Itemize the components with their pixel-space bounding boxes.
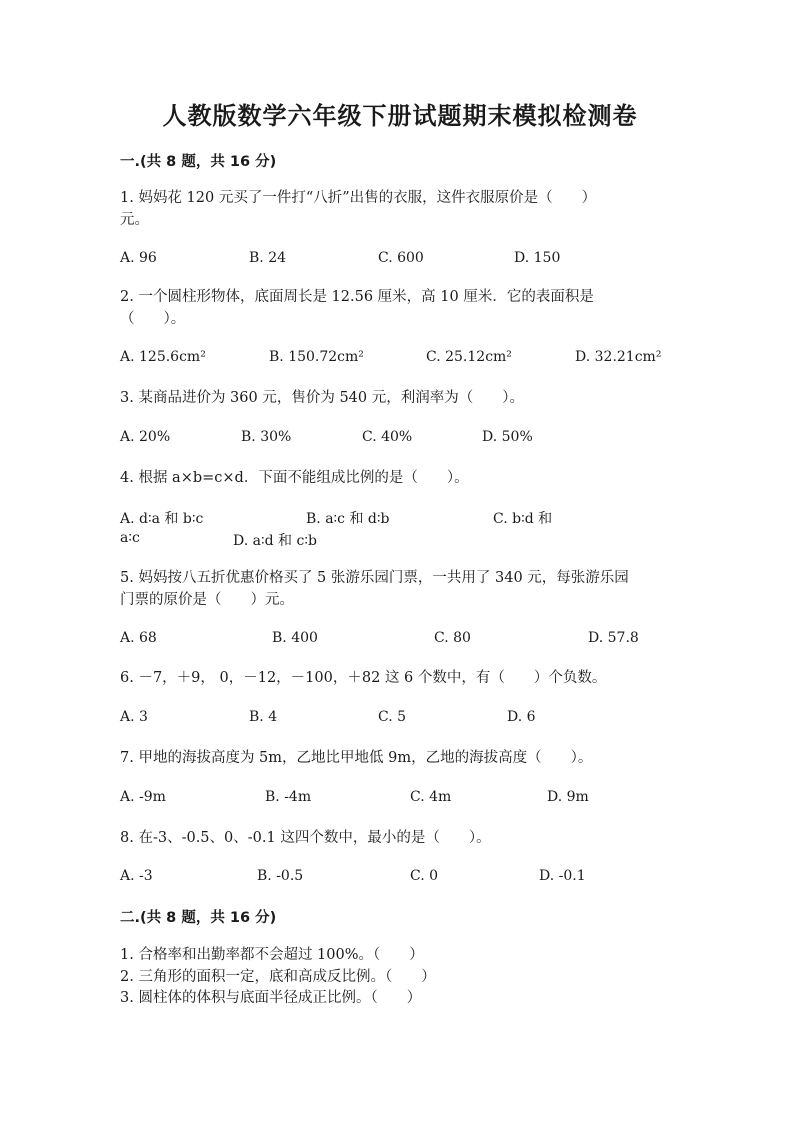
option-b: B. 30% bbox=[241, 429, 292, 445]
option-c: C. 0 bbox=[410, 868, 439, 884]
question-7 bbox=[120, 747, 680, 769]
question-2 bbox=[120, 286, 680, 330]
option-c-continued: a∶c bbox=[120, 530, 140, 546]
option-a: A. 3 bbox=[120, 709, 148, 725]
page-title: 人教版数学六年级下册试题期末模拟检测卷 bbox=[162, 102, 638, 130]
option-b: B. -4m bbox=[265, 789, 312, 805]
option-a: A. 68 bbox=[120, 630, 157, 646]
option-d: D. 150 bbox=[514, 250, 561, 266]
question-6 bbox=[120, 667, 680, 689]
question-3 bbox=[120, 387, 680, 409]
option-d: D. 50% bbox=[482, 429, 533, 445]
question-text: 2. 一个圆柱形物体，底面周长是 12.56 厘米，高 10 厘米．它的表面积是 bbox=[120, 289, 594, 305]
option-a: A. -3 bbox=[120, 868, 153, 884]
true-false-item: 1. 合格率和出勤率都不会超过 100%。（ ） bbox=[120, 947, 424, 963]
option-c: C. 80 bbox=[434, 630, 471, 646]
question-text: 5. 妈妈按八五折优惠价格买了 5 张游乐园门票，一共用了 340 元，每张游乐园 bbox=[120, 570, 629, 586]
option-d: D. a∶d 和 c∶b bbox=[233, 533, 317, 549]
option-b: B. 150.72cm² bbox=[269, 349, 364, 365]
section-1-heading: 一.(共 8 题，共 16 分) bbox=[120, 154, 277, 170]
option-d: D. 9m bbox=[547, 789, 589, 805]
question-text: 6. －7，＋9， 0，－12，－100，＋82 这 6 个数中，有（ ）个负数。 bbox=[120, 670, 607, 686]
question-5 bbox=[120, 567, 680, 611]
question-text: （ ）。 bbox=[120, 311, 186, 327]
question-8 bbox=[120, 827, 680, 849]
option-b: B. a∶c 和 d∶b bbox=[306, 511, 390, 527]
question-text: 3. 某商品进价为 360 元，售价为 540 元，利润率为（ ）。 bbox=[120, 390, 524, 406]
question-text: 7. 甲地的海拔高度为 5m，乙地比甲地低 9m，乙地的海拔高度（ ）。 bbox=[120, 750, 593, 766]
option-a: A. -9m bbox=[120, 789, 166, 805]
question-text: 元。 bbox=[120, 212, 149, 228]
option-c: C. b∶d 和 bbox=[493, 511, 553, 527]
option-a: A. 125.6cm² bbox=[120, 349, 206, 365]
option-b: B. 24 bbox=[249, 250, 287, 266]
section-2-heading: 二.(共 8 题，共 16 分) bbox=[120, 910, 277, 926]
option-a: A. d∶a 和 b∶c bbox=[120, 511, 204, 527]
question-text: 1. 妈妈花 120 元买了一件打“八折”出售的衣服，这件衣服原价是（ ） bbox=[120, 190, 597, 206]
option-c: C. 4m bbox=[410, 789, 452, 805]
option-d: D. 32.21cm² bbox=[575, 349, 662, 365]
option-c: C. 40% bbox=[362, 429, 413, 445]
option-a: A. 20% bbox=[120, 429, 171, 445]
option-d: D. 6 bbox=[507, 709, 536, 725]
question-text: 4. 根据 a×b=c×d．下面不能组成比例的是（ ）。 bbox=[120, 470, 469, 486]
option-b: B. 4 bbox=[249, 709, 278, 725]
question-1 bbox=[120, 187, 680, 231]
true-false-item: 2. 三角形的面积一定，底和高成反比例。（ ） bbox=[120, 969, 436, 985]
true-false-item: 3. 圆柱体的体积与底面半径成正比例。（ ） bbox=[120, 990, 422, 1006]
question-text: 8. 在-3、-0.5、0、-0.1 这四个数中，最小的是（ ）。 bbox=[120, 830, 491, 846]
option-b: B. 400 bbox=[272, 630, 318, 646]
question-text: 门票的原价是（ ）元。 bbox=[120, 592, 294, 608]
question-4 bbox=[120, 467, 680, 489]
option-d: D. -0.1 bbox=[539, 868, 586, 884]
option-c: C. 600 bbox=[378, 250, 424, 266]
option-b: B. -0.5 bbox=[257, 868, 304, 884]
option-c: C. 5 bbox=[378, 709, 407, 725]
option-c: C. 25.12cm² bbox=[426, 349, 512, 365]
option-a: A. 96 bbox=[120, 250, 157, 266]
option-d: D. 57.8 bbox=[588, 630, 639, 646]
